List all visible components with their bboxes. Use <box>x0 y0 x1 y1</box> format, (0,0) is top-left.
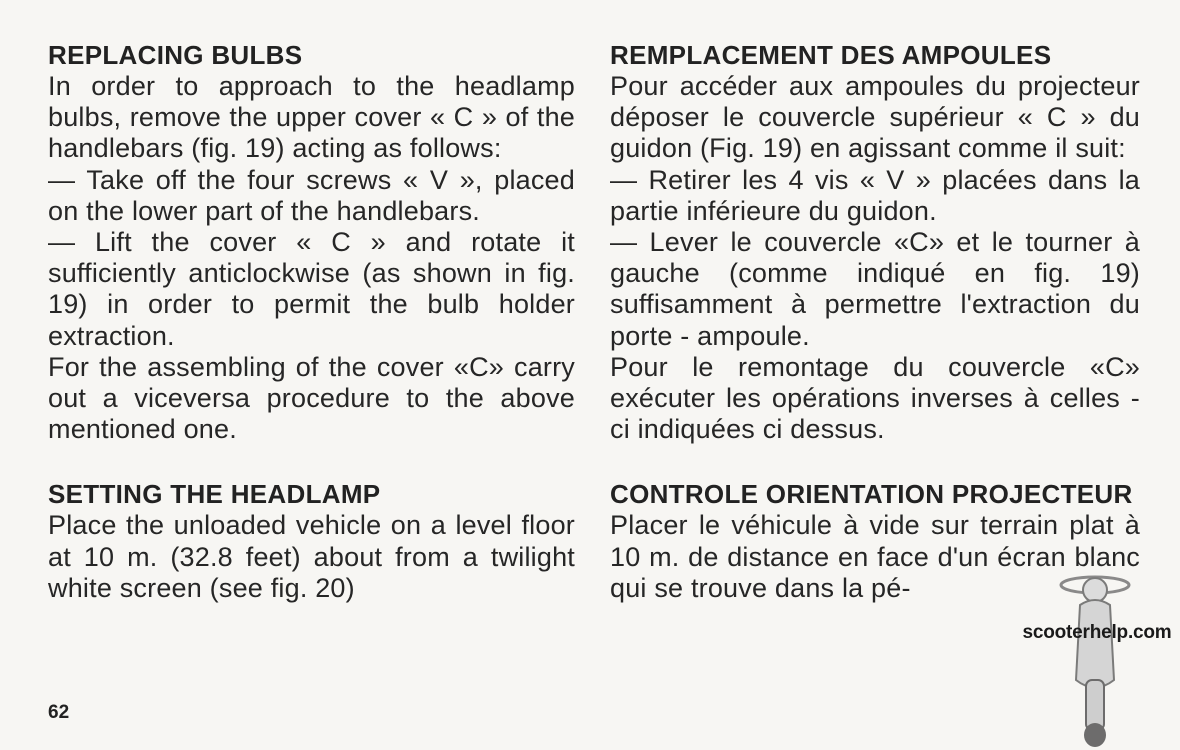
paragraph: — Retirer les 4 vis « V » placées dans la partie inférieure du guidon. <box>610 164 1140 226</box>
paragraph: — Lever le couvercle «C» et le tourner à gauche (comme indiqué en fig. 19) suffisamment à permettre l'extraction du porte - ampoule. <box>610 227 1140 351</box>
section-gap <box>48 445 575 479</box>
scooter-icon <box>1050 560 1140 750</box>
english-column <box>48 40 575 604</box>
section-gap <box>610 445 1140 479</box>
paragraph: — Lift the cover « C » and rotate it sufficiently anticlockwise (as shown in fig. 19) in order to permit the bulb holder extraction. <box>48 227 575 351</box>
heading-replacing-bulbs: REPLACING BULBS <box>48 40 303 70</box>
paragraph: — Take off the four screws « V », placed on the lower part of the handlebars. <box>48 164 575 226</box>
heading-remplacement-ampoules: REMPLACEMENT DES AMPOULES <box>610 40 1052 70</box>
paragraph: Placer le véhicule à vide sur terrain plat à 10 m. de distance en face d'un écran blanc qui se trouve dans la pé- <box>610 510 1140 603</box>
heading-setting-headlamp: SETTING THE HEADLAMP <box>48 479 381 510</box>
paragraph: In order to approach to the headlamp bulbs, remove the upper cover « C » of the handlebars (fig. 19) acting as follows: <box>48 71 575 164</box>
watermark <box>1022 560 1172 750</box>
paragraph: Pour accéder aux ampoules du projecteur déposer le couvercle supérieur « C » du guidon (Fig. 19) en agissant comme il suit: <box>610 71 1140 164</box>
paragraph: Place the unloaded vehicle on a level floor at 10 m. (32.8 feet) about from a twilight white screen (see fig. 20) <box>48 510 575 603</box>
paragraph: Pour le remontage du couvercle «C» exécuter les opérations inverses à celles - ci indiquées ci dessus. <box>610 351 1140 445</box>
french-column <box>610 40 1140 604</box>
watermark-text: scooterhelp.com <box>1022 622 1172 643</box>
heading-controle-orientation: CONTROLE ORIENTATION PROJECTEUR <box>610 479 1133 510</box>
page-number: 62 <box>48 702 70 723</box>
paragraph: For the assembling of the cover «C» carry out a viceversa procedure to the above mentioned one. <box>48 351 575 445</box>
